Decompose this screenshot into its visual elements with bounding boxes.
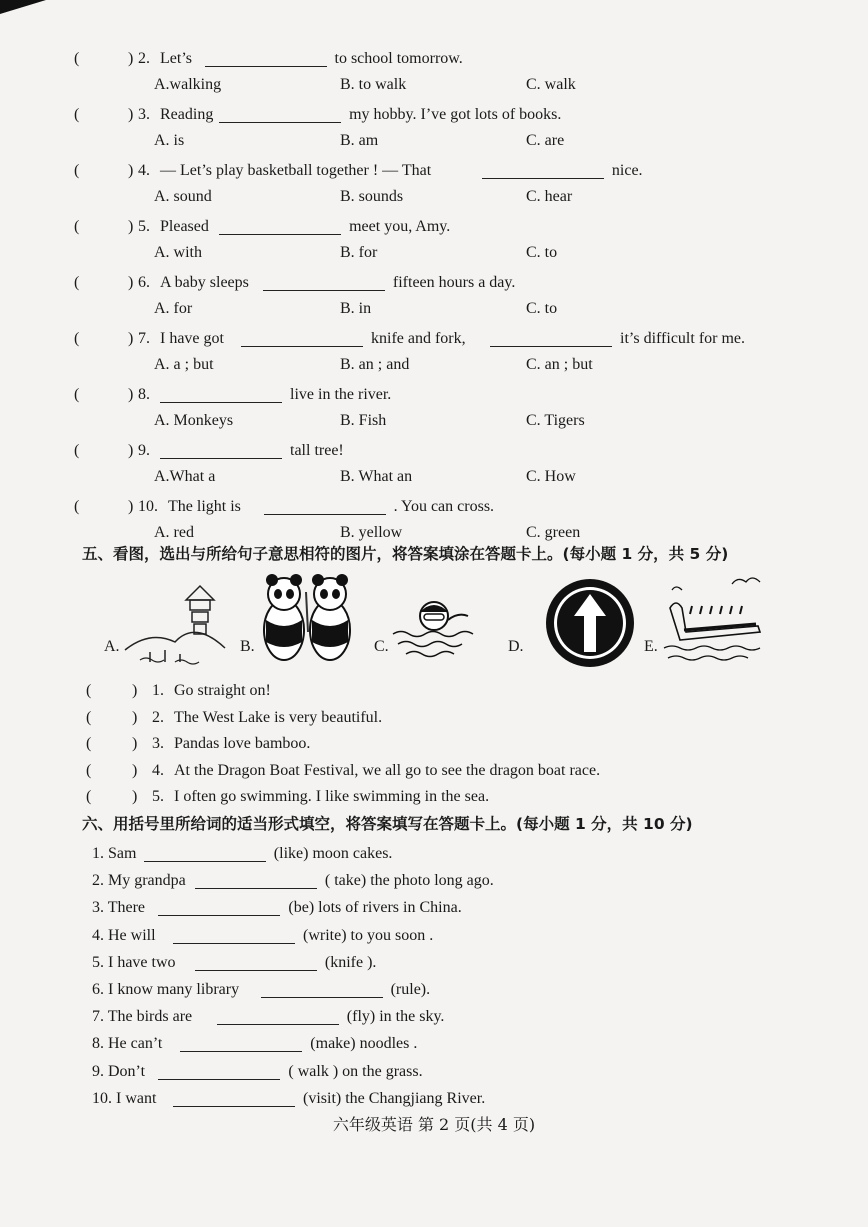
question-number: 4.: [138, 162, 150, 179]
picture-label-c: C.: [374, 638, 389, 655]
picture-label-d: D.: [508, 638, 524, 655]
answer-blank: [263, 276, 385, 291]
question-text: it’s difficult for me.: [620, 330, 746, 347]
question-line: [74, 48, 834, 74]
option-b[interactable]: B. in: [340, 300, 372, 317]
option-b[interactable]: B. am: [340, 132, 379, 149]
answer-paren-open[interactable]: (: [74, 50, 80, 67]
option-c[interactable]: C. are: [526, 132, 565, 149]
option-a[interactable]: A. Monkeys: [154, 412, 234, 429]
question-number: 10.: [138, 498, 158, 515]
option-a[interactable]: A. with: [154, 244, 202, 261]
answer-paren-close: ): [128, 274, 134, 291]
answer-paren-close: ): [132, 788, 138, 805]
item-text: 10. I want: [92, 1089, 157, 1107]
section5-heading: 五、看图，选出与所给句子意思相符的图片，将答案填涂在答题卡上。(每小题 1 分，共 5 分): [82, 545, 729, 563]
answer-paren-close: ): [132, 682, 138, 699]
answer-paren-close: ): [128, 106, 134, 123]
question-text: to school tomorrow.: [334, 50, 463, 67]
option-c[interactable]: C. an ; but: [526, 356, 593, 373]
go-straight-sign-icon: [540, 576, 640, 670]
word-hint: (visit) the Changjiang River.: [303, 1089, 486, 1107]
answer-blank: [205, 52, 327, 67]
option-a[interactable]: A. is: [154, 132, 185, 149]
question-line: [74, 328, 834, 354]
option-row: [74, 298, 834, 328]
answer-paren-close: ): [128, 218, 134, 235]
answer-paren[interactable]: (: [86, 682, 92, 699]
option-c[interactable]: C. hear: [526, 188, 573, 205]
answer-paren-open[interactable]: (: [74, 218, 80, 235]
option-b[interactable]: B. What an: [340, 468, 413, 485]
item-number: 3.: [152, 735, 164, 752]
option-b[interactable]: B. yellow: [340, 524, 403, 541]
answer-blank[interactable]: [173, 1092, 295, 1107]
option-row: [74, 466, 834, 496]
option-b[interactable]: B. an ; and: [340, 356, 410, 373]
answer-paren-close: ): [132, 761, 138, 779]
answer-blank: [219, 220, 341, 235]
word-hint: (make) noodles .: [310, 1035, 418, 1053]
option-row: [74, 74, 834, 104]
question-text: nice.: [611, 162, 643, 179]
item-number: 4.: [152, 761, 164, 779]
item-text: 9. Don’t: [92, 1062, 146, 1080]
option-b[interactable]: B. for: [340, 244, 378, 261]
question-text: tall tree!: [290, 442, 344, 459]
item-text: 3. There: [92, 899, 146, 917]
answer-blank[interactable]: [180, 1037, 302, 1052]
question-text: fifteen hours a day.: [392, 274, 516, 291]
option-b[interactable]: B. to walk: [340, 76, 407, 93]
question-number: 7.: [138, 330, 150, 347]
question-number: 5.: [138, 218, 150, 235]
word-hint: (rule).: [390, 980, 431, 998]
picture-label-a: A.: [104, 638, 120, 655]
option-c[interactable]: C. How: [526, 468, 576, 485]
question-number: 8.: [138, 386, 150, 403]
answer-blank[interactable]: [173, 929, 295, 944]
question-text: . You can cross.: [393, 498, 495, 515]
corner-mark: [0, 0, 46, 14]
answer-blank: [160, 444, 282, 459]
option-row: [74, 186, 834, 216]
section6-heading: 六、用括号里所给词的适当形式填空，将答案填写在答题卡上。(每小题 1 分，共 10 分): [82, 815, 693, 833]
answer-paren[interactable]: (: [86, 761, 92, 779]
answer-paren-open[interactable]: (: [74, 274, 80, 291]
word-hint: (fly) in the sky.: [346, 1008, 445, 1026]
question-text: — Let’s play basketball together ! — That: [160, 162, 432, 179]
question-text: meet you, Amy.: [349, 218, 451, 235]
answer-paren-close: ): [128, 330, 134, 347]
option-b[interactable]: B. sounds: [340, 188, 404, 205]
item-text: Go straight on!: [174, 682, 271, 699]
word-hint: (like) moon cakes.: [273, 845, 393, 862]
question-text: my hobby. I’ve got lots of books.: [349, 106, 562, 123]
answer-paren[interactable]: (: [86, 788, 92, 805]
page-footer: 六年级英语 第 2 页(共 4 页): [332, 1115, 536, 1134]
answer-blank: [219, 108, 341, 123]
option-a[interactable]: A. a ; but: [154, 356, 214, 373]
item-text: 8. He can’t: [92, 1035, 163, 1053]
option-a[interactable]: A. red: [154, 524, 194, 541]
option-a[interactable]: A. for: [154, 300, 193, 317]
question-text: Reading: [160, 106, 214, 123]
item-text: 5. I have two: [92, 953, 176, 971]
answer-paren-open[interactable]: (: [74, 498, 80, 515]
option-c[interactable]: C. to: [526, 244, 558, 261]
pandas-icon: [258, 572, 358, 668]
item-text: Pandas love bamboo.: [174, 735, 311, 752]
question-number: 6.: [138, 274, 150, 291]
answer-blank[interactable]: [217, 1010, 339, 1025]
item-text: 2. My grandpa: [92, 872, 186, 890]
option-a[interactable]: A.walking: [154, 76, 222, 93]
question-text: Let’s: [160, 50, 192, 67]
west-lake-pagoda-icon: [120, 580, 230, 670]
option-row: [74, 410, 834, 440]
item-text: 1. Sam: [92, 845, 137, 862]
question-line: [74, 216, 834, 242]
item-text: The West Lake is very beautiful.: [174, 708, 383, 726]
question-text: A baby sleeps: [160, 274, 249, 291]
word-hint: ( take) the photo long ago.: [324, 872, 494, 890]
option-row: [74, 242, 834, 272]
question-number: 3.: [138, 106, 150, 123]
item-text: I often go swimming. I like swimming in the sea.: [174, 788, 490, 805]
answer-blank[interactable]: [158, 901, 280, 916]
answer-blank: [490, 332, 612, 347]
picture-label-e: E.: [644, 638, 658, 655]
swimmer-icon: [388, 586, 488, 666]
answer-blank[interactable]: [261, 983, 383, 998]
answer-paren-close: ): [128, 442, 134, 459]
answer-paren-close: ): [128, 162, 134, 179]
dragon-boat-icon: [660, 570, 770, 668]
item-text: 4. He will: [92, 926, 156, 944]
answer-paren-close: ): [128, 498, 134, 515]
option-a[interactable]: A.What a: [154, 468, 216, 485]
answer-blank[interactable]: [144, 847, 266, 862]
answer-paren-open[interactable]: (: [74, 386, 80, 403]
item-text: 7. The birds are: [92, 1008, 193, 1026]
word-hint: ( walk ) on the grass.: [288, 1062, 423, 1080]
answer-blank[interactable]: [158, 1065, 280, 1080]
question-line: [74, 160, 834, 186]
word-hint: (write) to you soon .: [303, 926, 434, 944]
answer-paren[interactable]: (: [86, 735, 92, 752]
question-text: Pleased: [160, 218, 209, 235]
item-number: 2.: [152, 708, 164, 726]
question-line: [74, 440, 834, 466]
answer-blank[interactable]: [195, 874, 317, 889]
answer-paren-open[interactable]: (: [74, 330, 80, 347]
word-hint: (be) lots of rivers in China.: [288, 899, 462, 917]
question-number: 9.: [138, 442, 150, 459]
answer-paren-close: ): [128, 50, 134, 67]
answer-blank[interactable]: [195, 956, 317, 971]
answer-paren-close: ): [128, 386, 134, 403]
option-b[interactable]: B. Fish: [340, 412, 387, 429]
item-number: 1.: [152, 682, 164, 699]
option-a[interactable]: A. sound: [154, 188, 212, 205]
question-text: live in the river.: [290, 386, 392, 403]
question-line: [74, 104, 834, 130]
word-hint: (knife ).: [324, 953, 377, 971]
answer-blank: [264, 500, 386, 515]
picture-label-b: B.: [240, 638, 255, 655]
question-text: The light is: [168, 498, 241, 515]
option-row: [74, 130, 834, 160]
answer-blank: [241, 332, 363, 347]
question-text: I have got: [160, 330, 224, 347]
option-c[interactable]: C. walk: [526, 76, 576, 93]
option-c[interactable]: C. green: [526, 524, 581, 541]
answer-blank: [160, 388, 282, 403]
answer-blank: [482, 164, 604, 179]
answer-paren-open[interactable]: (: [74, 106, 80, 123]
answer-paren-close: ): [132, 735, 138, 752]
question-line: [74, 272, 834, 298]
option-c[interactable]: C. to: [526, 300, 558, 317]
question-text: knife and fork,: [371, 330, 466, 347]
item-number: 5.: [152, 788, 164, 805]
picture-row: [100, 570, 780, 670]
question-line: [74, 384, 834, 410]
question-number: 2.: [138, 50, 150, 67]
question-line: [74, 496, 834, 522]
answer-paren-open[interactable]: (: [74, 442, 80, 459]
option-c[interactable]: C. Tigers: [526, 412, 585, 429]
answer-paren-close: ): [132, 708, 138, 726]
answer-paren[interactable]: (: [86, 708, 92, 726]
item-text: At the Dragon Boat Festival, we all go to see the dragon boat race.: [174, 761, 601, 779]
option-row: [74, 354, 834, 384]
item-text: 6. I know many library: [92, 980, 240, 998]
answer-paren-open[interactable]: (: [74, 162, 80, 179]
multiple-choice-section: [74, 48, 834, 552]
